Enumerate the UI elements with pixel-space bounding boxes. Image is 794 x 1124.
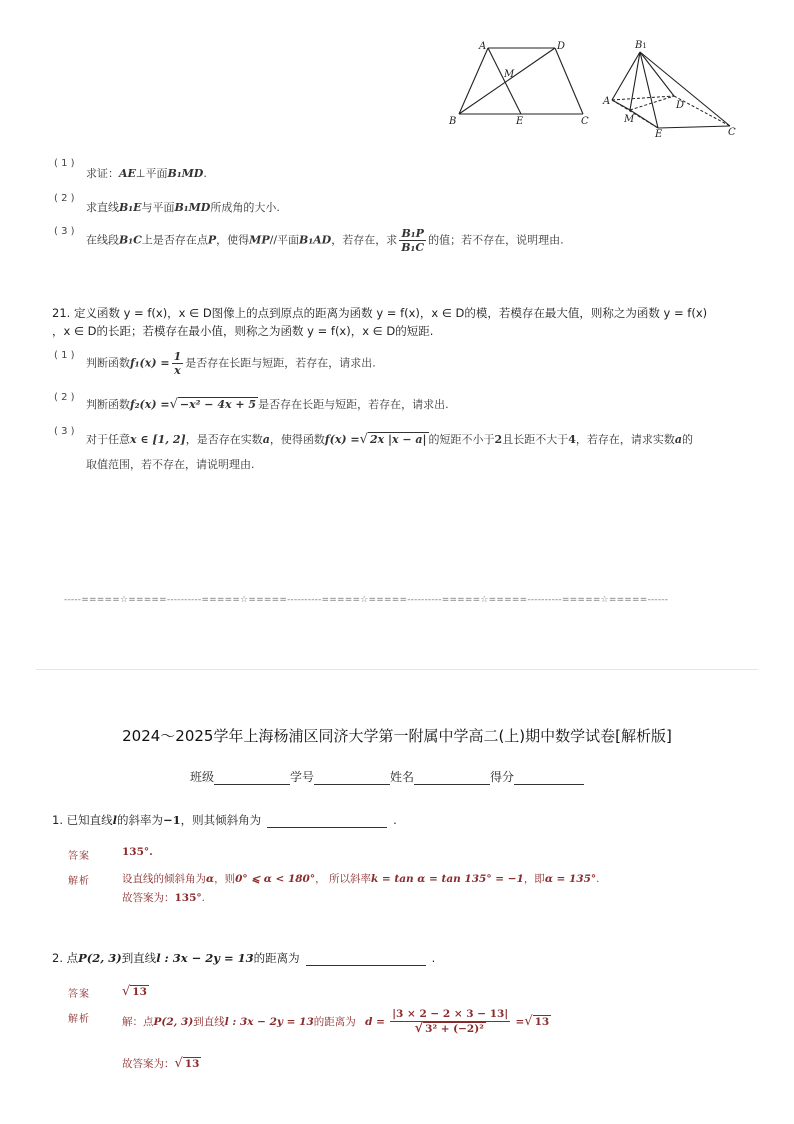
q2-answer-label: 答案 bbox=[68, 989, 90, 1000]
q1-analysis-label: 解析 bbox=[68, 876, 90, 887]
q1-answer: 135°. bbox=[122, 846, 153, 858]
q21-stem-line2: ，x ∈ D的长距；若模存在最小值，则称之为函数 y = f(x)，x ∈ D的短距. bbox=[52, 324, 434, 338]
q21-item2-number: ( 2 ) bbox=[54, 392, 75, 403]
label-A2: A bbox=[603, 96, 611, 107]
q21-item3-line1: 对于任意x ∈ [1, 2]，是否存在实数a，使得函数f(x) =√ 2x |x − a| 的短距不小于2且长距不大于4，若存在，请求实数a的 bbox=[86, 432, 693, 447]
q2-stem: 2. 点P(2, 3)到直线l : 3x − 2y = 13的距离为 . bbox=[52, 951, 436, 965]
q2-analysis-label: 解析 bbox=[68, 1014, 90, 1025]
field-class-blank[interactable] bbox=[214, 772, 290, 785]
label-D: D bbox=[557, 41, 566, 52]
q2-analysis: 解：点P(2, 3)到直线l : 3x − 2y = 13的距离为 d = $\frac{|3 \times 2 - 2 \times 3 - 13|}{\text{√ 3² + (−2)²}}$ =√ 13 bbox=[122, 1008, 550, 1036]
q20-item1: 求证：AE⊥平面B₁MD. bbox=[86, 167, 207, 180]
field-id-blank[interactable] bbox=[314, 772, 390, 785]
q1-analysis: 设直线的倾斜角为α，则0° ⩽ α < 180°， 所以斜率k = tan α = tan 135° = −1，即α = 135°. bbox=[122, 873, 600, 885]
q21-item3-number: ( 3 ) bbox=[54, 426, 75, 437]
label-C: C bbox=[581, 116, 589, 126]
q20-item3-number: ( 3 ) bbox=[54, 226, 75, 237]
label-M: M bbox=[504, 69, 515, 80]
field-class-label: 班级 bbox=[190, 770, 215, 784]
trapezoid-figure bbox=[445, 38, 595, 126]
q21-item3-line2: 取值范围，若不存在，请说明理由. bbox=[86, 458, 255, 471]
q21-stem-line1: 21. 定义函数 y = f(x)，x ∈ D图像上的点到原点的距离为函数 y = f(x)，x ∈ D的模，若模存在最大值，则称之为函数 y = f(x) bbox=[52, 306, 708, 320]
q20-item2: 求直线B₁E与平面B₁MD所成角的大小. bbox=[86, 201, 280, 214]
q2-answer-blank[interactable] bbox=[306, 953, 426, 966]
q21-item2: 判断函数f₂(x) =√ −x² − 4x + 5 是否存在长距与短距，若存在，请求出. bbox=[86, 397, 449, 412]
field-score-blank[interactable] bbox=[514, 772, 584, 785]
field-name-label: 姓名 bbox=[390, 770, 415, 784]
label-B1: B1 bbox=[635, 40, 647, 51]
q20-item2-number: ( 2 ) bbox=[54, 193, 75, 204]
q1-conclusion: 故答案为：135°. bbox=[122, 892, 206, 904]
q1-answer-blank[interactable] bbox=[267, 815, 387, 828]
field-score-label: 得分 bbox=[490, 770, 515, 784]
q21-item1: 判断函数f₁(x) = $\frac{1}{x}$ 是否存在长距与短距，若存在，请求出. bbox=[86, 350, 376, 377]
q20-item1-number: ( 1 ) bbox=[54, 158, 75, 169]
pyramid-figure bbox=[600, 38, 745, 138]
label-C2: C bbox=[728, 127, 736, 138]
field-name-blank[interactable] bbox=[414, 772, 490, 785]
label-E2: E bbox=[655, 129, 663, 138]
q1-stem: 1. 已知直线l的斜率为−1，则其倾斜角为 . bbox=[52, 813, 397, 827]
q1-answer-label: 答案 bbox=[68, 851, 90, 862]
q2-conclusion: 故答案为：√ 13 bbox=[122, 1056, 200, 1071]
field-id-label: 学号 bbox=[290, 770, 315, 784]
label-A: A bbox=[479, 41, 487, 52]
label-M2: M bbox=[624, 114, 635, 125]
q2-answer: √ 13 bbox=[122, 984, 147, 999]
label-B: B bbox=[449, 116, 457, 126]
q20-item3: 在线段B₁C上是否存在点P，使得MP//平面B₁AD，若存在，求 $\frac{\text{B₁P}}{\text{B₁C}}$ 的值；若不存在，说明理由. bbox=[86, 227, 564, 254]
exam-title: 2024～2025学年上海杨浦区同济大学第一附属中学高二(上)期中数学试卷[解析版] bbox=[122, 727, 672, 745]
label-E: E bbox=[516, 116, 524, 126]
student-fields bbox=[190, 768, 584, 785]
separator: -----=====☆=====----------=====☆=====----------=====☆=====----------=====☆=====----------=====☆=====------ bbox=[64, 595, 669, 605]
q21-item1-number: ( 1 ) bbox=[54, 350, 75, 361]
label-D2: D bbox=[676, 100, 685, 111]
page-divider bbox=[36, 669, 758, 670]
